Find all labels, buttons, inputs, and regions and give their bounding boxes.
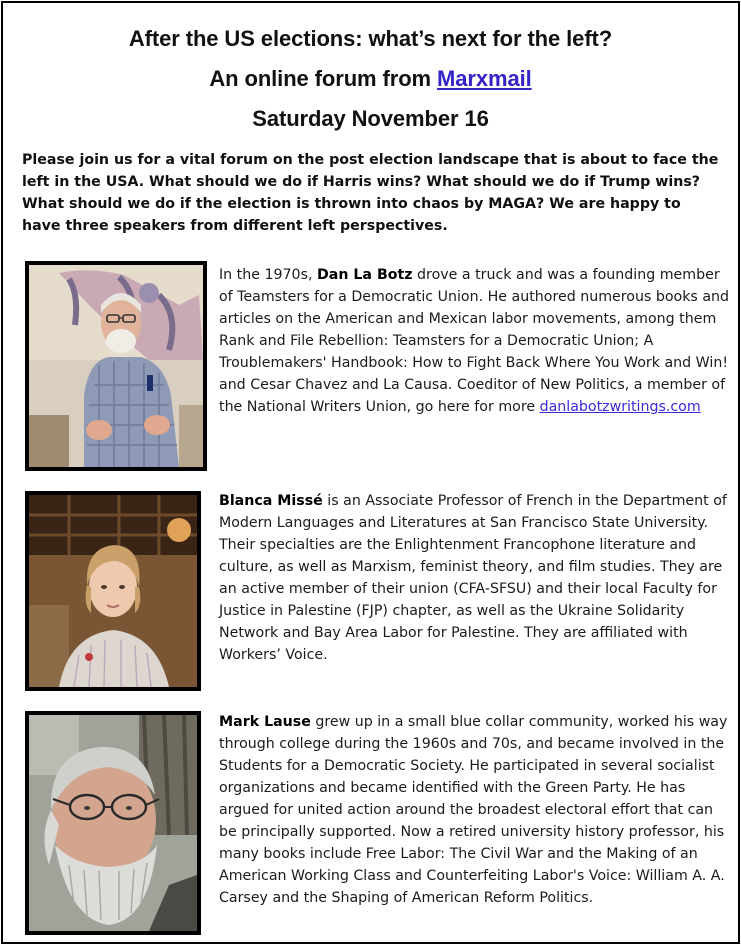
speaker-photo-dan-la-botz bbox=[25, 261, 207, 471]
speaker-bio-text: drove a truck and was a founding member of Teamsters for a Democratic Union. He authored numerous books and articles on the American and Mexican labor movements, among them Rank and File Rebellion: Teamsters for a Democratic Union; A Troublemakers' Handbook: How to Fight Back Where You Work and Win! and Cesar Chavez and La Causa. Coeditor of New Politics, a member of the National Writers Union, go here for more bbox=[219, 267, 730, 415]
subtitle-prefix: An online forum from bbox=[209, 66, 438, 91]
blanca-misse-photo-image bbox=[29, 495, 197, 687]
speaker-bio-blanca-misse bbox=[219, 490, 731, 666]
speaker-photo-blanca-misse bbox=[25, 491, 201, 691]
speaker-bio-text: grew up in a small blue collar community, worked his way through college during the 1960s and 70s, and became involved in the Students for a Democratic Society. He participated in several socialist organizations and became identified with the Green Party. He has argued for united action around the broadest electoral effort that can be principally supported. Now a retired university history professor, his many books include Free Labor: The Civil War and the Making of an American Working Class and Counterfeiting Labor's Voice: William A. A. Carsey and the Shaping of American Reform Politics. bbox=[219, 714, 728, 906]
page-subtitle bbox=[3, 66, 738, 92]
speaker-name-dan-la-botz: Dan La Botz bbox=[317, 267, 413, 283]
intro-paragraph: Please join us for a vital forum on the post election landscape that is about to face the left in the USA. What should we do if Harris wins? What should we do if Trump wins? What should we do if the election is thrown into chaos by MAGA? We are happy to have three speakers from different left perspectives. bbox=[22, 152, 719, 234]
danlabotz-writings-link[interactable]: danlabotzwritings.com bbox=[539, 399, 701, 415]
speaker-bio-text: is an Associate Professor of French in the Department of Modern Languages and Literatures at San Francisco State University. Their specialties are the Enlightenment Francophone literature and culture, as well as Marxism, feminist theory, and film studies. They are an active member of their union (CFA-SFSU) and their local Faculty for Justice in Palestine (FJP) chapter, as well as the Ukraine Solidarity Network and Bay Area Labor for Palestine. They are affiliated with Workers’ Voice. bbox=[219, 493, 727, 663]
event-date: Saturday November 16 bbox=[252, 106, 489, 131]
speaker-name-blanca-misse: Blanca Missé bbox=[219, 493, 323, 509]
speaker-bio-dan-la-botz bbox=[219, 264, 731, 418]
speaker-name-mark-lause: Mark Lause bbox=[219, 714, 311, 730]
flyer-page bbox=[1, 1, 740, 944]
page-title: After the US elections: what’s next for the left? bbox=[128, 26, 613, 51]
speaker-bio-lead: In the 1970s, bbox=[219, 267, 317, 283]
speaker-photo-mark-lause bbox=[25, 711, 201, 935]
speaker-bio-mark-lause bbox=[219, 711, 731, 909]
marxmail-link[interactable]: Marxmail bbox=[437, 66, 532, 91]
mark-lause-photo-image bbox=[29, 715, 197, 931]
dan-la-botz-photo-image bbox=[29, 265, 203, 467]
